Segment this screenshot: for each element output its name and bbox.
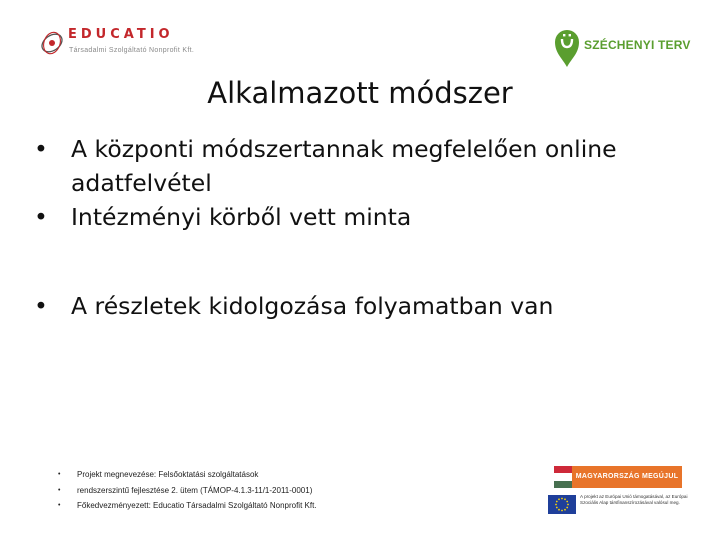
magyarorszag-megujul-label: MAGYARORSZÁG MEGÚJUL xyxy=(572,466,682,488)
eu-stars-icon xyxy=(548,495,576,514)
magyarorszag-megujul-badge xyxy=(554,466,682,488)
szechenyi-pin-icon xyxy=(553,28,581,68)
educatio-logo xyxy=(38,26,198,66)
eu-funding-text: A projekt az Európai Unió támogatásával, az Európai Szociális Alap társfinanszírozásával valósul meg. xyxy=(580,494,688,506)
project-info-item: • Főkedvezményezett: Educatio Társadalmi Szolgáltató Nonprofit Kft. xyxy=(58,498,317,514)
educatio-subtitle: Társadalmi Szolgáltató Nonprofit Kft. xyxy=(69,47,195,54)
educatio-emblem-icon xyxy=(38,26,66,60)
szechenyi-terv-logo xyxy=(553,28,693,68)
project-info-item: • Projekt megnevezése: Felsőoktatási szolgáltatások xyxy=(58,467,317,483)
bullet-list xyxy=(34,132,694,323)
bullet-item: • A központi módszertannak megfelelően online adatfelvétel xyxy=(34,132,694,200)
bullet-item: • A részletek kidolgozása folyamatban van xyxy=(34,289,694,323)
szechenyi-terv-name: SZÉCHENYI TERV xyxy=(584,38,691,52)
eu-flag-icon xyxy=(548,495,576,514)
project-info-list xyxy=(58,467,317,514)
project-info-item: • rendszerszintű fejlesztése 2. ütem (TÁMOP-4.1.3-11/1-2011-0001) xyxy=(58,483,317,499)
hungarian-flag-icon xyxy=(554,466,572,488)
bullet-item: • Intézményi körből vett minta xyxy=(34,200,694,234)
educatio-name: EDUCATIO xyxy=(68,27,174,42)
slide-title: Alkalmazott módszer xyxy=(207,76,513,110)
